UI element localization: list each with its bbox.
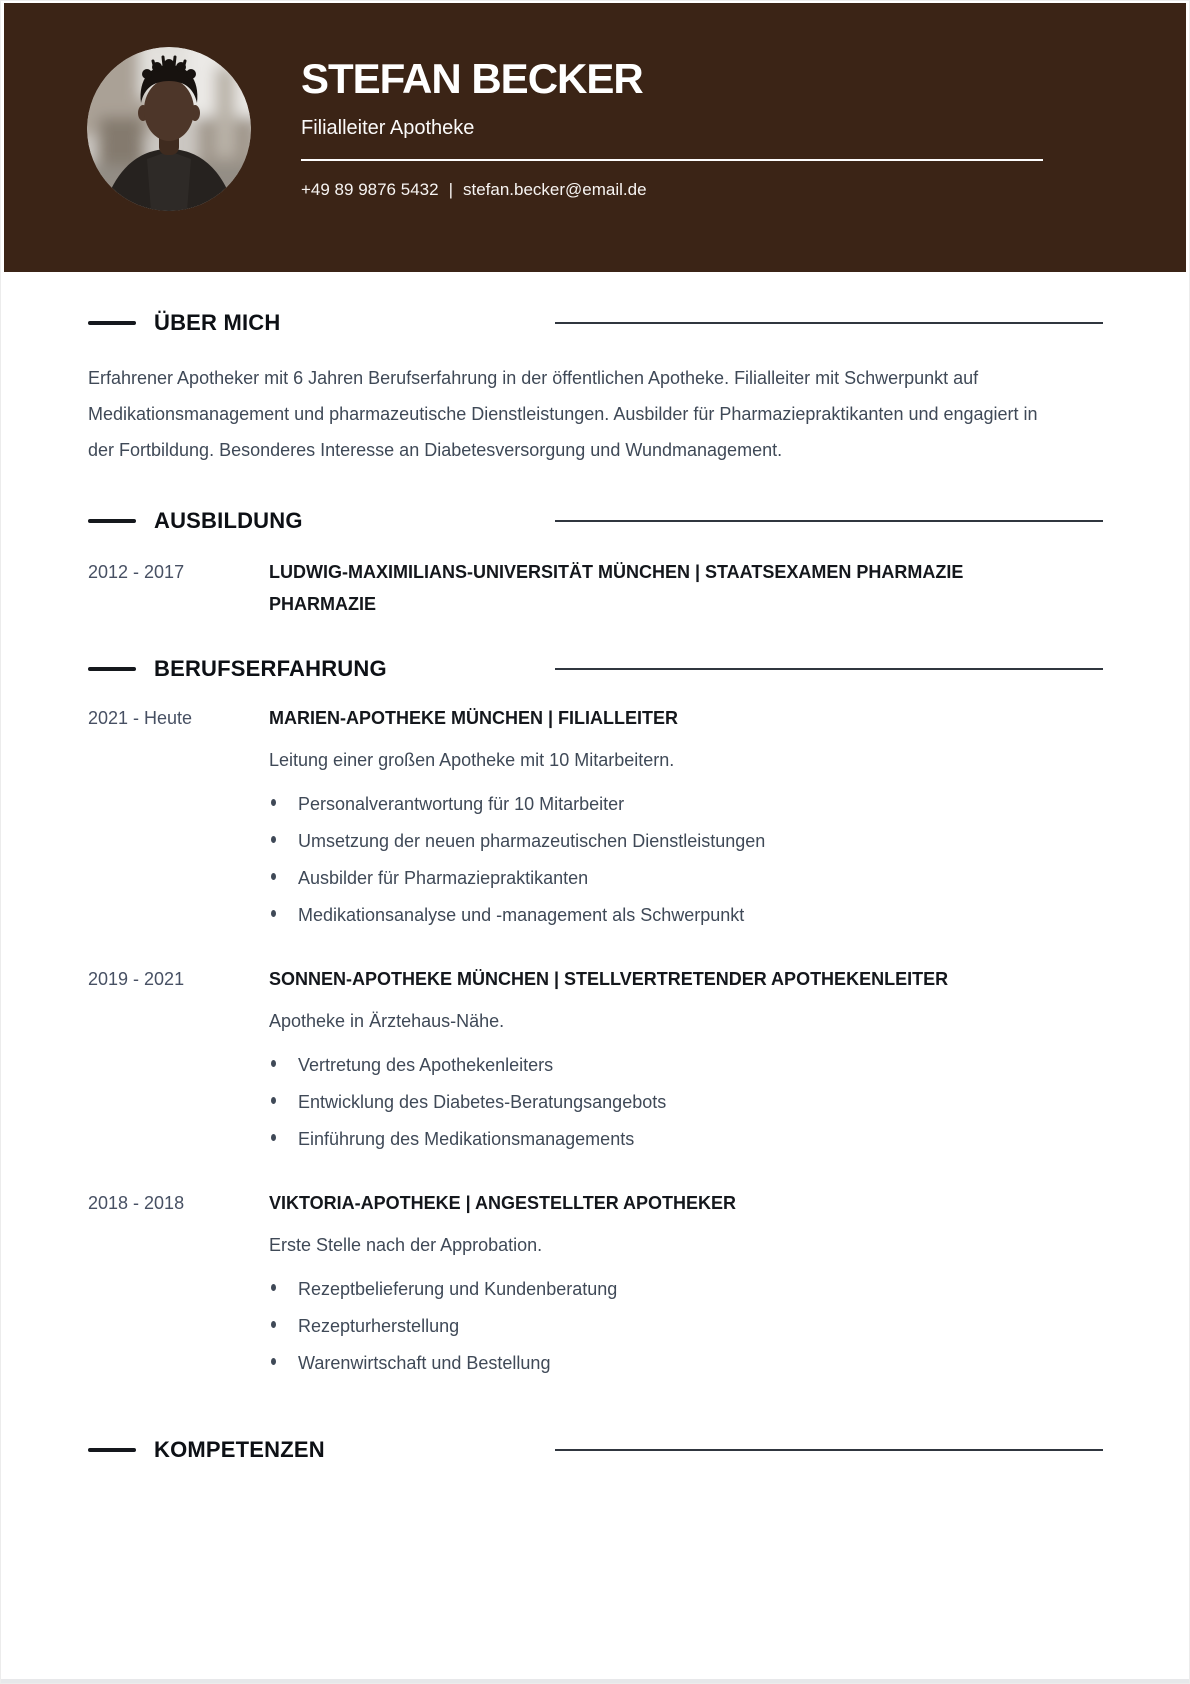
section-education [88, 508, 1103, 620]
bullet-text: Rezepturherstellung [298, 1316, 460, 1336]
section-dash-icon [88, 1448, 136, 1452]
profile-photo-image [87, 47, 251, 211]
bullet-item [269, 792, 1103, 816]
entry-title: LUDWIG-MAXIMILIANS-UNIVERSITÄT MÜNCHEN | STAATSEXAMEN PHARMAZIE PHARMAZIE [269, 562, 964, 614]
bullet-dot-icon [271, 1321, 276, 1328]
name-heading: STEFAN BECKER [301, 55, 643, 102]
email-address: stefan.becker@email.de [462, 180, 647, 199]
bullet-item [269, 1277, 1103, 1301]
section-about [88, 310, 1103, 468]
bullet-text: Umsetzung der neuen pharmazeutischen Dienstleistungen [298, 831, 766, 851]
header-text-block [301, 55, 1061, 201]
bullet-text: Medikationsanalyse und -management als Schwerpunkt [298, 905, 745, 925]
entry-description: Leitung einer großen Apotheke mit 10 Mitarbeitern. [269, 750, 675, 770]
bullet-text: Einführung des Medikationsmanagements [298, 1129, 635, 1149]
section-header-education [88, 508, 1103, 534]
phone-number: +49 89 9876 5432 [301, 180, 439, 199]
bullet-dot-icon [271, 799, 276, 806]
section-rule [555, 520, 1103, 522]
bullet-item [269, 1090, 1103, 1114]
bullet-dot-icon [271, 1060, 276, 1067]
resume-body [1, 310, 1189, 1463]
bullet-item [269, 1053, 1103, 1077]
bullet-text: Personalverantwortung für 10 Mitarbeiter [298, 794, 625, 814]
resume-header [4, 3, 1186, 272]
bullet-item [269, 829, 1103, 853]
entry-bullet-list [269, 1277, 1103, 1375]
bullet-dot-icon [271, 873, 276, 880]
entry-description: Apotheke in Ärztehaus-Nähe. [269, 1011, 505, 1031]
section-rule [555, 668, 1103, 670]
section-experience [88, 656, 1103, 1375]
page-bottom-border [1, 1679, 1189, 1683]
experience-entry [88, 1187, 1103, 1375]
bullet-text: Ausbilder für Pharmaziepraktikanten [298, 868, 589, 888]
entry-description: Erste Stelle nach der Approbation. [269, 1235, 543, 1255]
bullet-text: Rezeptbelieferung und Kundenberatung [298, 1279, 618, 1299]
entry-period: 2021 - Heute [88, 708, 193, 728]
header-divider [301, 159, 1043, 161]
entry-content [269, 963, 1103, 1151]
section-dash-icon [88, 667, 136, 671]
entry-period: 2012 - 2017 [88, 562, 185, 582]
bullet-text: Vertretung des Apothekenleiters [298, 1055, 554, 1075]
experience-entry [88, 963, 1103, 1151]
education-entry [88, 556, 1103, 620]
section-heading-skills: KOMPETENZEN [154, 1437, 325, 1462]
section-heading-about: ÜBER MICH [154, 310, 281, 335]
entry-content [269, 1187, 1103, 1375]
bullet-dot-icon [271, 1284, 276, 1291]
bullet-dot-icon [271, 1358, 276, 1365]
about-text: Erfahrener Apotheker mit 6 Jahren Berufserfahrung in der öffentlichen Apotheke. Filialleiter mit Schwerpunkt auf Medikationsmanagement und pharmazeutische Dienstleistungen. Ausbilder für Pharmaziepraktikanten und engagiert in der Fortbildung. Besonderes Interesse an Diabetesversorgung und Wundmanagement. [88, 368, 1038, 460]
profile-photo [87, 47, 251, 211]
entry-content [269, 702, 1103, 927]
bullet-text: Warenwirtschaft und Bestellung [298, 1353, 551, 1373]
entry-title: SONNEN-APOTHEKE MÜNCHEN | STELLVERTRETENDER APOTHEKENLEITER [269, 969, 949, 989]
entry-title: MARIEN-APOTHEKE MÜNCHEN | FILIALLEITER [269, 708, 679, 728]
section-skills [88, 1437, 1103, 1463]
entry-content [269, 556, 1103, 620]
bullet-item [269, 866, 1103, 890]
bullet-item [269, 1351, 1103, 1375]
bullet-text: Entwicklung des Diabetes-Beratungsangebots [298, 1092, 667, 1112]
bullet-dot-icon [271, 1097, 276, 1104]
entry-bullet-list [269, 792, 1103, 927]
section-dash-icon [88, 519, 136, 523]
section-header-about [88, 310, 1103, 336]
section-dash-icon [88, 321, 136, 325]
section-heading-experience: BERUFSERFAHRUNG [154, 656, 387, 681]
section-heading-education: AUSBILDUNG [154, 508, 303, 533]
bullet-dot-icon [271, 910, 276, 917]
bullet-dot-icon [271, 836, 276, 843]
entry-period: 2018 - 2018 [88, 1193, 185, 1213]
contact-line [301, 178, 1061, 201]
entry-title: VIKTORIA-APOTHEKE | ANGESTELLTER APOTHEKER [269, 1193, 737, 1213]
section-rule [555, 322, 1103, 324]
bullet-item [269, 1127, 1103, 1151]
entry-period: 2019 - 2021 [88, 969, 185, 989]
bullet-dot-icon [271, 1134, 276, 1141]
bullet-item [269, 1314, 1103, 1338]
experience-entry [88, 702, 1103, 927]
section-rule [555, 1449, 1103, 1451]
section-header-experience [88, 656, 1103, 682]
bullet-item [269, 903, 1103, 927]
entry-bullet-list [269, 1053, 1103, 1151]
section-header-skills [88, 1437, 1103, 1463]
contact-separator: | [448, 180, 453, 199]
job-title: Filialleiter Apotheke [301, 117, 475, 139]
